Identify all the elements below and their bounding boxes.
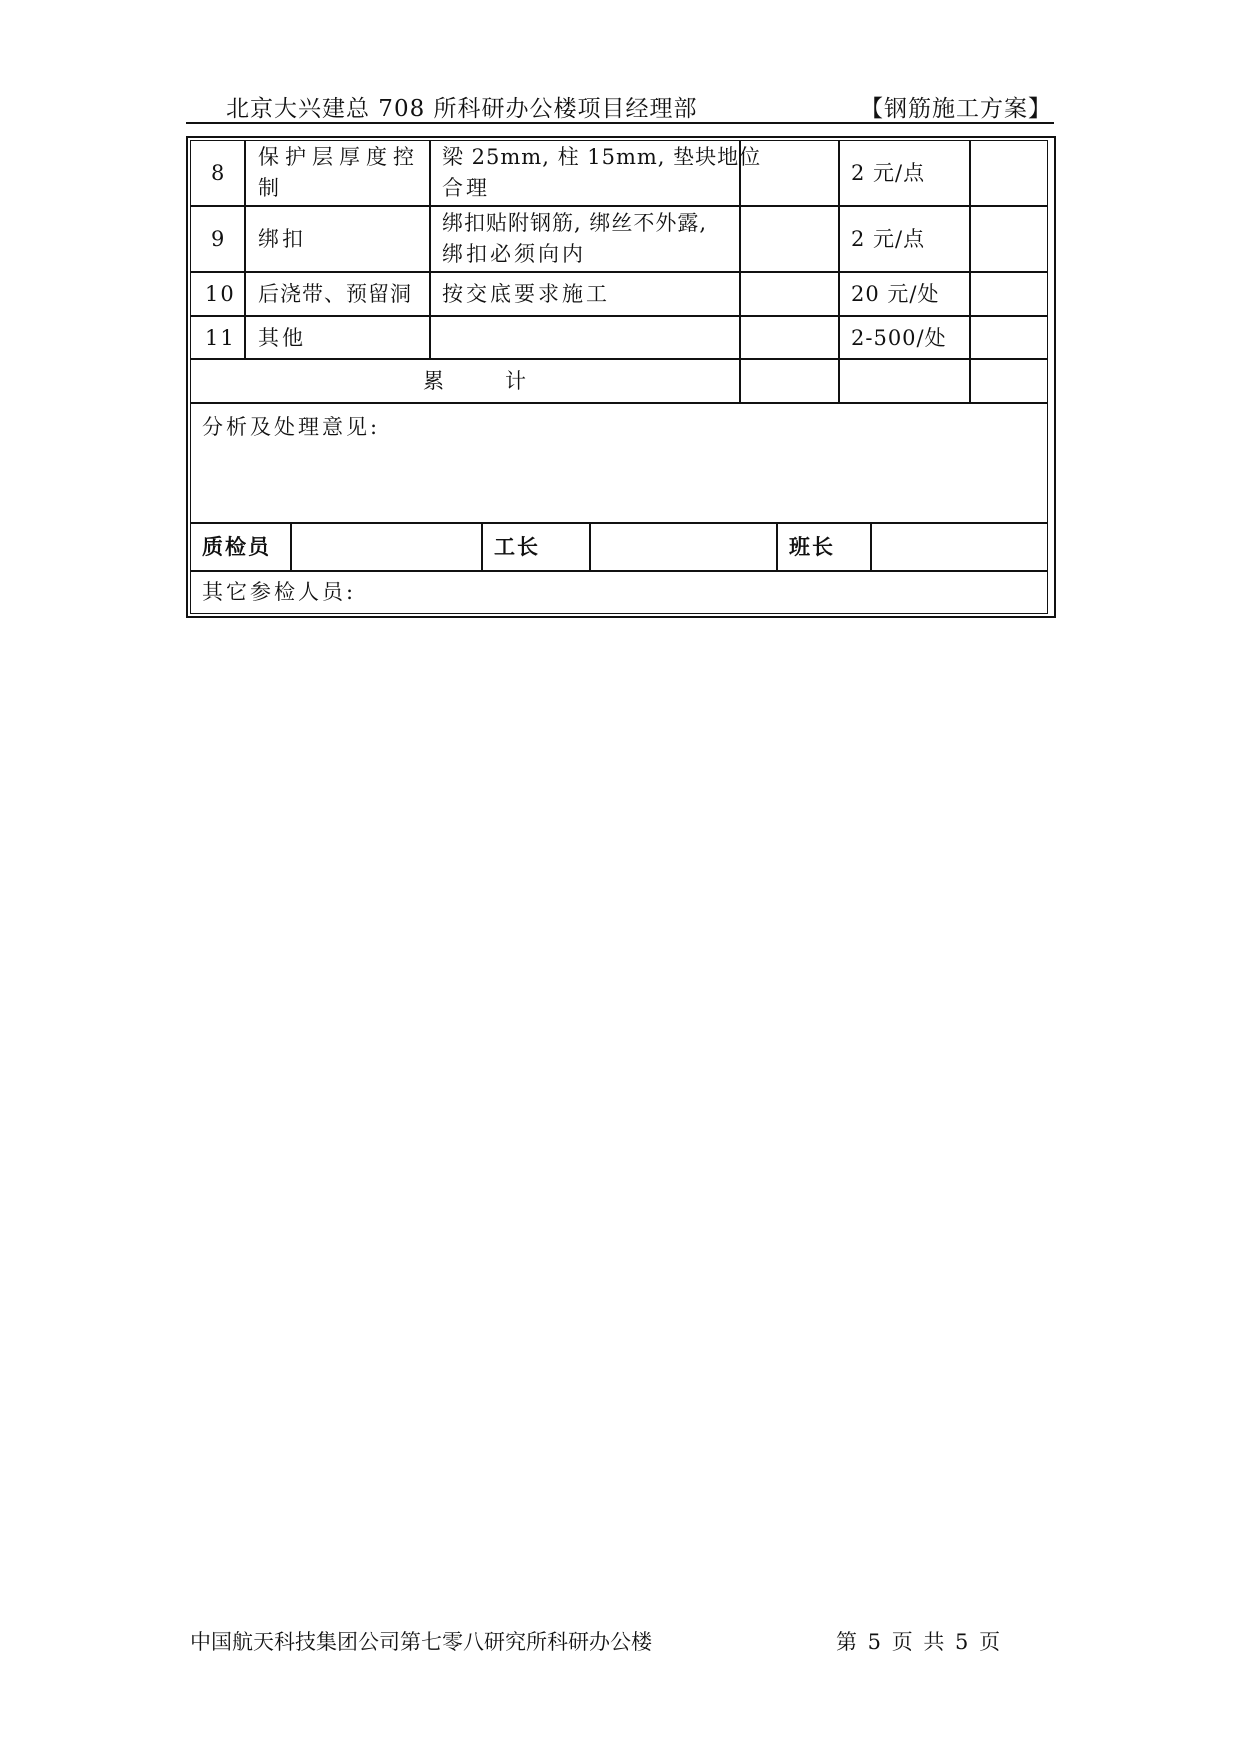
table-row-11-remark: [970, 316, 1048, 359]
table-row-8-item: 保护层厚度控 制: [245, 140, 430, 206]
table-row-10-blank: [740, 272, 839, 316]
header-divider: [186, 122, 1054, 124]
inspector-label: 质检员: [202, 535, 271, 559]
inspector-label-cell: [190, 523, 291, 571]
table-row-10-penalty: 20 元/处: [839, 272, 970, 316]
table-row-8-blank: [740, 140, 839, 206]
table-row-9-remark: [970, 206, 1048, 272]
table-row-10-remark: [970, 272, 1048, 316]
inspector-signature-cell: [291, 523, 482, 571]
table-row-9-no: 9: [190, 206, 245, 272]
inspection-table: [186, 136, 1056, 618]
table-row-9-penalty: 2 元/点: [839, 206, 970, 272]
team-leader-label: 班长: [789, 535, 835, 559]
foreman-label: 工长: [494, 535, 540, 559]
table-row-11-no: 11: [190, 316, 245, 359]
table-row-9-item: 绑扣: [245, 206, 430, 272]
table-row-9-requirement: 绑扣贴附钢筋, 绑丝不外露, 绑扣必须向内: [430, 206, 740, 272]
table-row-10-requirement: 按交底要求施工: [430, 272, 740, 316]
team-leader-label-cell: [777, 523, 871, 571]
table-row-9-blank: [740, 206, 839, 272]
table-row-8-remark: [970, 140, 1048, 206]
total-penalty-cell: [839, 359, 970, 403]
foreman-signature-cell: [590, 523, 777, 571]
analysis-section: [190, 403, 1048, 523]
table-row-11-blank: [740, 316, 839, 359]
table-row-11-penalty: 2-500/处: [839, 316, 970, 359]
table-row-10-item: 后浇带、预留洞: [245, 272, 430, 316]
total-label-cell: [190, 359, 740, 403]
other-inspectors-label: 其它参检人员:: [202, 580, 357, 604]
team-leader-signature-cell: [871, 523, 1048, 571]
table-row-10-no: 10: [190, 272, 245, 316]
total-label: 累 计: [423, 369, 530, 393]
table-row-8-penalty: 2 元/点: [839, 140, 970, 206]
analysis-label: 分析及处理意见:: [202, 415, 381, 439]
table-row-8-no: 8: [190, 140, 245, 206]
table-row-11-item: 其他: [245, 316, 430, 359]
footer-page-info: 第 5 页 共 5 页: [836, 1630, 1001, 1654]
total-blank-cell: [740, 359, 839, 403]
header-project-name: 北京大兴建总 708 所科研办公楼项目经理部: [226, 96, 698, 122]
header-document-title: 【钢筋施工方案】: [860, 96, 1052, 122]
table-row-8-requirement: 梁 25mm, 柱 15mm, 垫块地位 合理: [430, 140, 740, 206]
footer-company: 中国航天科技集团公司第七零八研究所科研办公楼: [190, 1630, 652, 1654]
other-inspectors-cell: [190, 571, 1048, 614]
total-remark-cell: [970, 359, 1048, 403]
table-row-11-requirement: [430, 316, 740, 359]
foreman-label-cell: [482, 523, 590, 571]
